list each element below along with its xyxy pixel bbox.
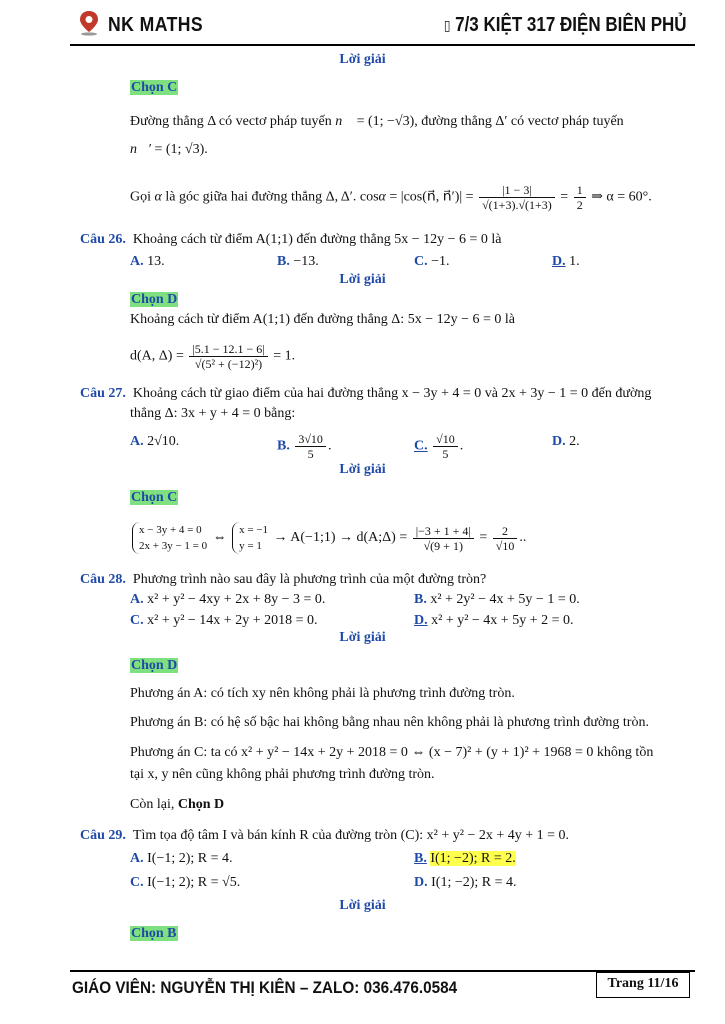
q27-solution: x − 3y + 4 = 0 2x + 3y − 1 = 0 ⇔ x = −1 y = 1 → A(−1;1) → d(A;Δ) = $\frac{|-3 + 1 + 4|}{√(9 + 1)}$ = $\frac{2}{√10}$ .. [130, 522, 526, 554]
q29-option-d[interactable]: D. I(1; −2); R = 4. [414, 875, 517, 890]
q26-solution-line1: Khoảng cách từ điểm A(1;1) đến đường thẳng Δ: 5x − 12y − 6 = 0 là [130, 312, 515, 327]
page-number: Trang 11/16 [596, 972, 690, 998]
question-27: Câu 27. Khoảng cách từ giao điểm của hai đường thẳng x − 3y + 4 = 0 và 2x + 3y − 1 = 0 đến đường [80, 386, 652, 401]
address-text: 7/3 KIỆT 317 ĐIỆN BIÊN PHỦ [455, 14, 687, 36]
brand-name: NK MATHS [108, 14, 204, 36]
q26-solution-line2: d(A, Δ) = $\frac{|5.1 - 12.1 - 6|}{\text{√(5² + (−12)²)}}$ = 1. [130, 342, 296, 371]
question-29: Câu 29. Tìm tọa độ tâm I và bán kính R của đường tròn (C): x² + y² − 2x + 4y + 1 = 0. [80, 828, 570, 843]
solution-heading: Lời giải [339, 272, 386, 287]
q28-solution-b: Phương án B: có hệ số bậc hai không bằng nhau nên không phải là phương trình đường tròn. [130, 715, 649, 730]
solution-heading: Lời giải [339, 52, 386, 67]
footer-teacher: GIÁO VIÊN: NGUYỄN THỊ KIÊN – ZALO: 036.476.0584 [72, 978, 458, 997]
q27-option-d[interactable]: D. 2. [552, 434, 580, 449]
q26-option-a[interactable]: A. 13. [130, 254, 165, 269]
q29-option-a[interactable]: A. I(−1; 2); R = 4. [130, 851, 233, 866]
q28-option-b[interactable]: B. x² + 2y² − 4x + 5y − 1 = 0. [414, 592, 580, 607]
question-28: Câu 28. Phương trình nào sau đây là phương trình của một đường tròn? [80, 572, 487, 587]
solution-heading: Lời giải [339, 462, 386, 477]
q26-option-d[interactable]: D. 1. [552, 254, 580, 269]
q28-solution-d: Còn lại, Chọn D [130, 797, 225, 812]
question-26: Câu 26. Khoảng cách từ điểm A(1;1) đến đường thẳng 5x − 12y − 6 = 0 là [80, 232, 502, 247]
map-pin-icon [78, 10, 100, 36]
solution-heading: Lời giải [339, 630, 386, 645]
q29-option-c[interactable]: C. I(−1; 2); R = √5. [130, 875, 241, 890]
q29-option-b[interactable]: B. I(1; −2); R = 2. [414, 851, 516, 866]
q28-solution-c2: tại x, y nên cũng không phải phương trình đường tròn. [130, 767, 435, 782]
q27-option-b[interactable]: B. $\frac{3√10}{5}$ . [277, 432, 332, 461]
page-header [70, 8, 695, 46]
question-27-cont: thẳng Δ: 3x + y + 4 = 0 bằng: [130, 406, 296, 421]
answer-choice: Chọn B [131, 926, 177, 941]
answer-choice: Chọn D [131, 292, 178, 307]
answer-choice: Chọn C [131, 80, 178, 95]
q28-option-d[interactable]: D. x² + y² − 4x + 5y + 2 = 0. [414, 613, 574, 628]
q25-solution-line2: n⃗′ = (1; √3). [130, 142, 208, 157]
q27-option-c[interactable]: C. $\frac{√10}{5}$ . [414, 432, 464, 461]
q26-option-c[interactable]: C. −1. [414, 254, 450, 269]
answer-choice: Chọn D [131, 658, 178, 673]
q27-option-a[interactable]: A. 2√10. [130, 434, 180, 449]
q25-solution-line1: Đường thẳng Δ có vectơ pháp tuyến n⃗ = (1; −√3), đường thẳng Δ′ có vectơ pháp tuyến [130, 114, 624, 129]
answer-choice: Chọn C [131, 490, 178, 505]
q25-solution-line3: Gọi α là góc giữa hai đường thẳng Δ, Δ′. cosα = |cos(n⃗, n⃗′)| = $\frac{|1 - 3|}{√(1+3).√(1+3)}$ = $\frac{1}{2}$ ⇒ α = 60°. [130, 183, 652, 212]
q28-option-c[interactable]: C. x² + y² − 14x + 2y + 2018 = 0. [130, 613, 318, 628]
q28-solution-a: Phương án A: có tích xy nên không phải là phương trình đường tròn. [130, 686, 515, 701]
solution-heading: Lời giải [339, 898, 386, 913]
address-glyph: ▯ [444, 17, 451, 34]
q28-option-a[interactable]: A. x² + y² − 4xy + 2x + 8y − 3 = 0. [130, 592, 326, 607]
header-address [444, 14, 687, 37]
q26-option-b[interactable]: B. −13. [277, 254, 319, 269]
q28-solution-c1: Phương án C: ta có x² + y² − 14x + 2y + 2018 = 0 ⇔ (x − 7)² + (y + 1)² + 1968 = 0 không tồn [130, 745, 654, 760]
